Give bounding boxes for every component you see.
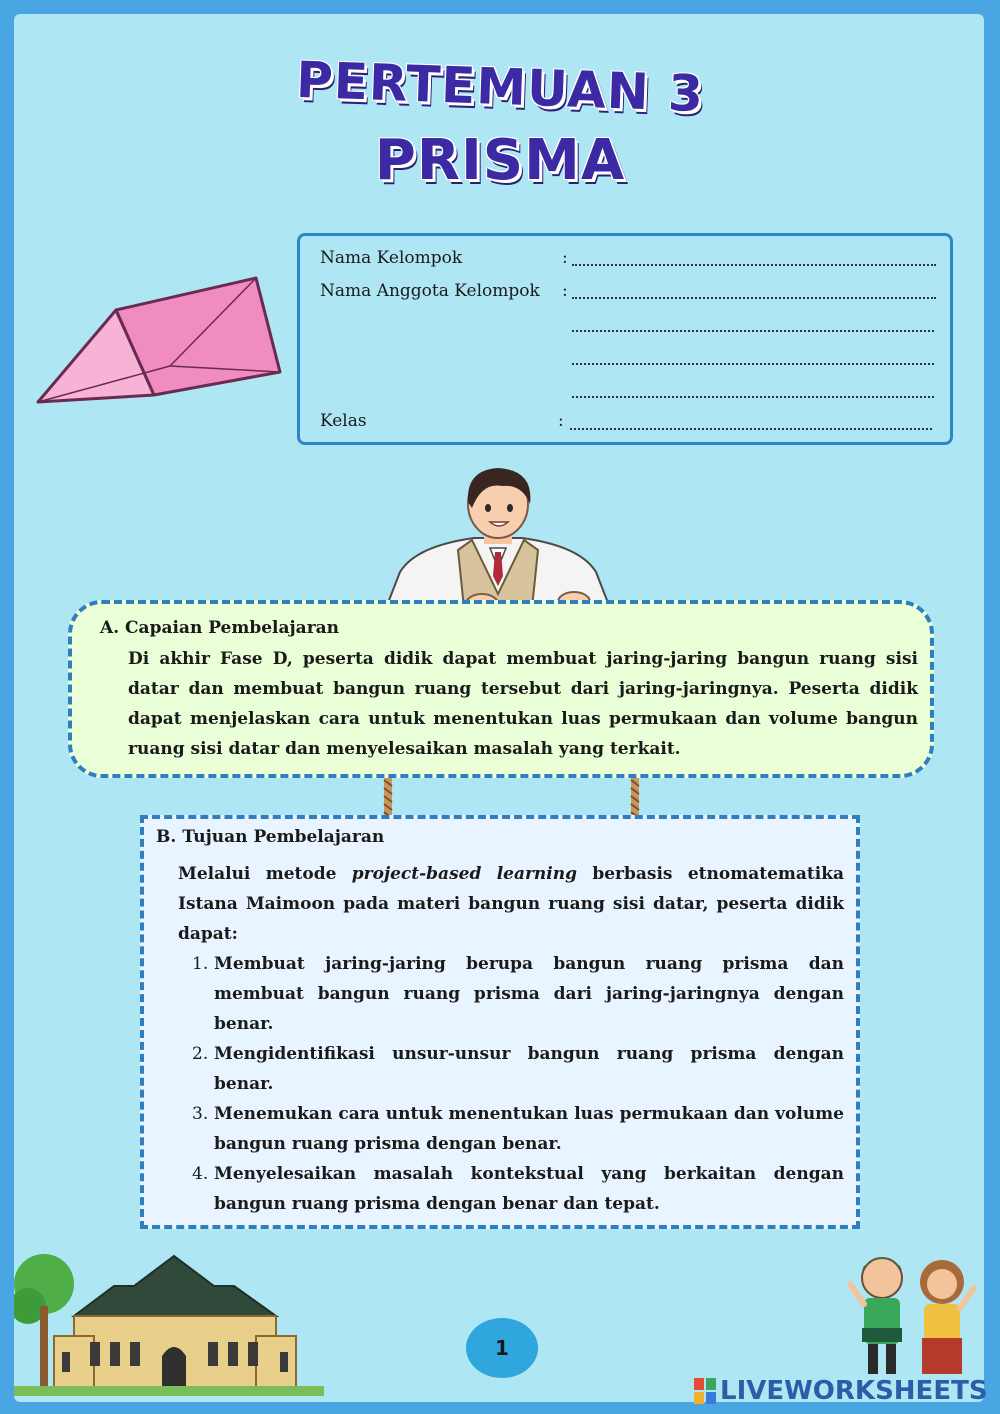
- liveworksheets-brand: LIVEWORKSHEETS: [720, 1376, 988, 1406]
- objective-item: [178, 1099, 844, 1159]
- members-colon: :: [562, 281, 568, 301]
- members-label: Nama Anggota Kelompok: [320, 281, 540, 301]
- learning-objectives-intro: [178, 859, 844, 949]
- intro-text-start: Melalui metode: [178, 864, 352, 884]
- member-field-1[interactable]: [572, 297, 936, 299]
- learning-outcomes-title: A. Capaian Pembelajaran: [100, 618, 340, 638]
- teacher-illustration: [386, 468, 610, 608]
- page-title-meeting: PERTEMUAN 3: [295, 50, 705, 124]
- objective-number: 1.: [192, 954, 209, 974]
- page-number-badge: 1: [466, 1318, 538, 1378]
- objectives-list: [178, 949, 844, 1219]
- group-name-field[interactable]: [572, 264, 936, 266]
- palace-illustration: [14, 1246, 324, 1396]
- group-name-label: Nama Kelompok: [320, 248, 463, 268]
- learning-objectives-title: B. Tujuan Pembelajaran: [156, 827, 385, 847]
- liveworksheets-logo-icon: [694, 1378, 716, 1404]
- objective-item: [178, 1039, 844, 1099]
- member-field-4[interactable]: [572, 396, 934, 398]
- member-field-3[interactable]: [572, 363, 934, 365]
- objective-text: Mengidentifikasi unsur-unsur bangun ruang prisma dengan benar.: [214, 1044, 844, 1094]
- prism-illustration: [30, 270, 290, 415]
- member-field-2[interactable]: [572, 330, 934, 332]
- group-name-colon: :: [562, 248, 568, 268]
- objective-text: Membuat jaring-jaring berupa bangun ruang prisma dan membuat bangun ruang prisma dari jaring-jaringnya dengan benar.: [214, 954, 844, 1034]
- page-title-topic: PRISMA: [374, 128, 626, 193]
- rope-left: [380, 778, 396, 818]
- objective-number: 2.: [192, 1044, 209, 1064]
- group-identity-form: [297, 233, 953, 445]
- rope-right: [627, 778, 643, 818]
- learning-objectives-box: [140, 815, 860, 1229]
- learning-outcomes-box: [68, 600, 934, 778]
- class-colon: :: [558, 411, 564, 431]
- intro-emphasis: project-based learning: [351, 864, 577, 884]
- class-field[interactable]: [570, 428, 932, 430]
- objective-item: [178, 1159, 844, 1219]
- intro-text-end: berbasis etnomatematika Istana Maimoon pada materi bangun ruang sisi datar, peserta didik dapat:: [178, 864, 844, 944]
- objective-number: 4.: [192, 1164, 209, 1184]
- class-label: Kelas: [320, 411, 367, 431]
- objective-text: Menyelesaikan masalah kontekstual yang berkaitan dengan bangun ruang prisma dengan benar dan tepat.: [214, 1164, 844, 1214]
- kids-illustration: [842, 1248, 982, 1378]
- objective-item: [178, 949, 844, 1039]
- objective-number: 3.: [192, 1104, 209, 1124]
- objective-text: Menemukan cara untuk menentukan luas permukaan dan volume bangun ruang prisma dengan benar.: [214, 1104, 844, 1154]
- learning-outcomes-text: Di akhir Fase D, peserta didik dapat membuat jaring-jaring bangun ruang sisi datar dan membuat bangun ruang tersebut dari jaring-jaringnya. Peserta didik dapat menjelaskan cara untuk menentukan luas permukaan dan volume bangun ruang sisi datar dan menyelesaikan masalah yang terkait.: [128, 649, 918, 759]
